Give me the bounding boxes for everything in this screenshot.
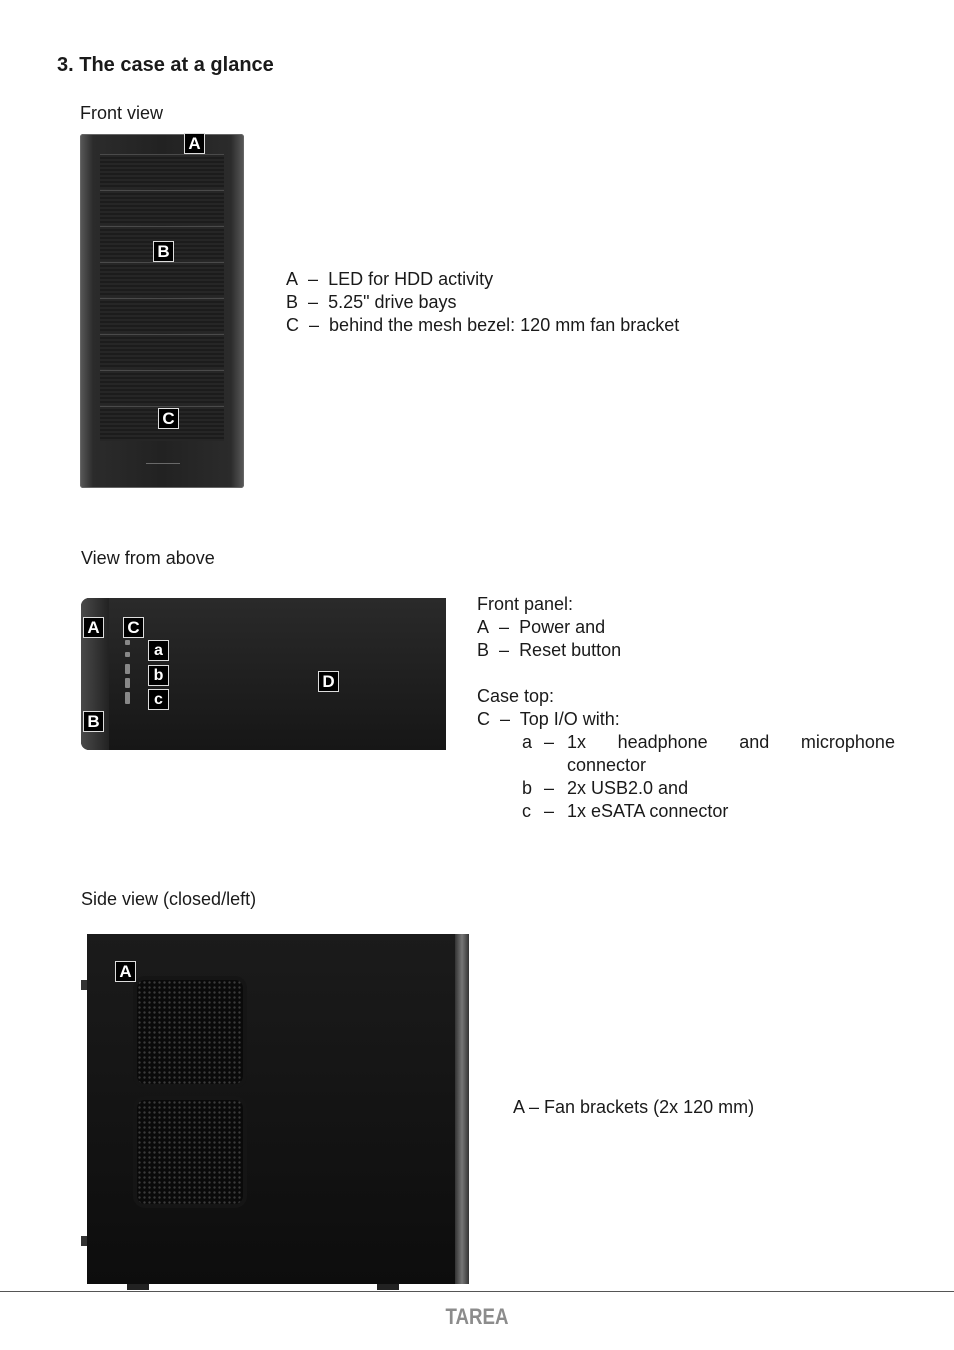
front-tag-b: B — [153, 241, 174, 262]
sub-item-c: c – 1x eSATA connector — [522, 801, 729, 821]
top-tag-b: B — [83, 711, 104, 732]
footer-divider — [0, 1291, 954, 1292]
top-legend-item-a: A – Power and — [477, 617, 606, 637]
front-legend-item-b: B – 5.25" drive bays — [286, 292, 457, 312]
front-panel-title: Front panel: — [477, 594, 574, 614]
top-legend — [477, 593, 621, 731]
top-tag-a: A — [83, 617, 104, 638]
sub-item-a: a – 1x headphone and microphone connector — [522, 732, 895, 775]
side-view-image — [87, 934, 469, 1284]
case-top-title: Case top: — [477, 686, 555, 706]
page-title: 3. The case at a glance — [57, 54, 274, 76]
top-view-caption: View from above — [81, 548, 215, 568]
front-tag-a: A — [184, 133, 205, 154]
front-tag-c: C — [158, 408, 179, 429]
sub-item-b: b – 2x USB2.0 and — [522, 778, 689, 798]
side-legend-item-a: A – Fan brackets (2x 120 mm) — [513, 1097, 755, 1117]
side-view-caption: Side view (closed/left) — [81, 889, 257, 909]
front-legend-item-a: A – LED for HDD activity — [286, 269, 494, 289]
front-legend — [286, 268, 679, 337]
top-legend-item-b: B – Reset button — [477, 640, 622, 660]
top-tag-c: C — [123, 617, 144, 638]
front-view-image — [80, 134, 244, 488]
side-tag-a: A — [115, 961, 136, 982]
top-tag-sub-a: a — [148, 640, 169, 661]
footer-brand: TAREA — [445, 1304, 509, 1329]
front-view-caption: Front view — [80, 103, 164, 123]
brand-logo — [146, 458, 180, 464]
top-tag-sub-b: b — [148, 665, 169, 686]
top-legend-item-c: C – Top I/O with: — [477, 709, 620, 729]
front-legend-item-c: C – behind the mesh bezel: 120 mm fan bracket — [286, 315, 680, 335]
top-tag-d: D — [318, 671, 339, 692]
top-tag-sub-c: c — [148, 689, 169, 710]
